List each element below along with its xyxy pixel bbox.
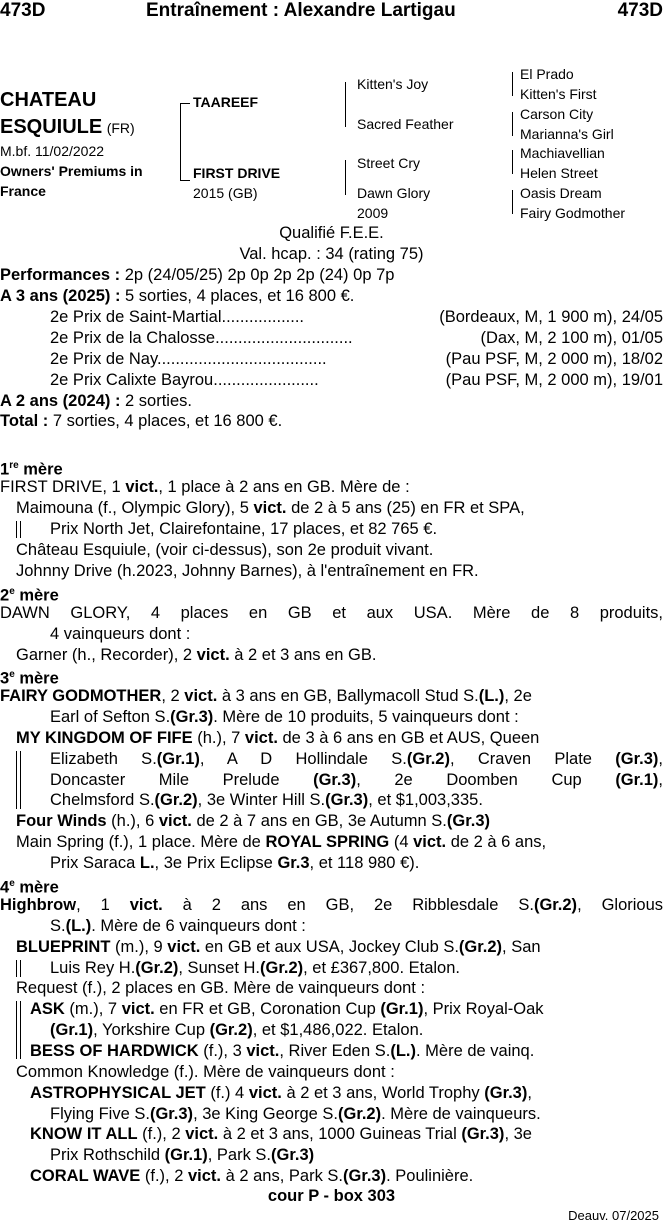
produce-line: Main Spring (f.), 1 place. Mère de ROYAL SPRING (4 vict. de 2 à 6 ans, bbox=[16, 833, 547, 851]
produce-line: Johnny Drive (h.2023, Johnny Barnes), à l'entraînement en FR. bbox=[16, 562, 479, 580]
produce-line: (Gr.1), Yorkshire Cup (Gr.2), et $1,486,022. Etalon. bbox=[50, 1021, 424, 1039]
produce-line: Château Esquiule, (voir ci-dessus), son 2e produit vivant. bbox=[16, 541, 434, 559]
dam-sire-dam: Helen Street bbox=[520, 165, 598, 181]
first-dam-line: FIRST DRIVE, 1 vict., 1 place à 2 ans en GB. Mère de : bbox=[0, 478, 410, 496]
produce-line: Flying Five S.(Gr.3), 3e King George S.(Gr.2). Mère de vainqueurs. bbox=[50, 1105, 541, 1123]
produce-line: Luis Rey H.(Gr.2), Sunset H.(Gr.2), et £367,800. Etalon. bbox=[50, 959, 460, 977]
produce-line: BESS OF HARDWICK (f.), 3 vict., River Eden S.(L.). Mère de vainq. bbox=[30, 1042, 535, 1060]
qualification: Qualifié F.E.E. bbox=[279, 224, 384, 242]
total-summary: Total : 7 sorties, 4 places, et 16 800 €. bbox=[0, 412, 283, 430]
box-location: cour P - box 303 bbox=[267, 1187, 396, 1205]
age3-summary: A 3 ans (2025) : 5 sorties, 4 places, et 16 800 €. bbox=[0, 287, 355, 305]
dam: FIRST DRIVE bbox=[193, 165, 281, 181]
produce-line: Common Knowledge (f.). Mère de vainqueurs dont : bbox=[16, 1063, 395, 1081]
handicap-value: Val. hcap. : 34 (rating 75) bbox=[239, 245, 424, 263]
pedigree-bracket bbox=[512, 72, 513, 96]
third-dam-line: FAIRY GODMOTHER, 2 vict. à 3 ans en GB, Ballymacoll Stud S.(L.), 2e bbox=[0, 687, 532, 705]
bracket-tick bbox=[180, 180, 190, 181]
produce-line: Request (f.), 2 places en GB. Mère de vainqueurs dont : bbox=[16, 979, 426, 997]
sire-sire-dam: Kitten's First bbox=[520, 86, 597, 102]
page-title: Entraînement : Alexandre Lartigau bbox=[146, 0, 456, 21]
produce-line: Prix North Jet, Clairefontaine, 17 places, et 82 765 €. bbox=[50, 520, 438, 538]
race-row: 2e Prix de la Chalosse.............................. (Dax, M, 2 100 m), 01/05 bbox=[50, 329, 663, 347]
produce-line: Maimouna (f., Olympic Glory), 5 vict. de 2 à 5 ans (25) en FR et SPA, bbox=[16, 499, 525, 517]
produce-line: MY KINGDOM OF FIFE (h.), 7 vict. de 3 à 6 ans en GB et AUS, Queen bbox=[16, 729, 540, 747]
produce-line: Chelmsford S.(Gr.2), 3e Winter Hill S.(Gr.3), et $1,003,335. bbox=[50, 791, 483, 809]
second-dam-line: DAWN GLORY, 4 places en GB et aux USA. Mère de 8 produits, bbox=[0, 604, 663, 622]
produce-line: BLUEPRINT (m.), 9 vict. en GB et aux USA, Jockey Club S.(Gr.2), San bbox=[16, 938, 541, 956]
race-row: 2e Prix Calixte Bayrou....................... (Pau PSF, M, 2 000 m), 19/01 bbox=[50, 371, 663, 389]
pedigree-bracket bbox=[512, 150, 513, 174]
produce-line: Four Winds (h.), 6 vict. de 2 à 7 ans en GB, 3e Autumn S.(Gr.3) bbox=[16, 812, 491, 830]
sire-dam-sire: Carson City bbox=[520, 106, 594, 122]
section-fourth-dam: 4e mère bbox=[0, 878, 59, 897]
produce-line: CORAL WAVE (f.), 2 vict. à 2 ans, Park S.(Gr.3). Poulinière. bbox=[30, 1167, 474, 1185]
dam-sire-sire: Machiavellian bbox=[520, 145, 605, 161]
fourth-dam-line: Highbrow, 1 vict. à 2 ans en GB, 2e Ribblesdale S.(Gr.2), Glorious bbox=[0, 896, 663, 914]
age2-summary: A 2 ans (2024) : 2 sorties. bbox=[0, 392, 192, 410]
section-second-dam: 2e mère bbox=[0, 586, 59, 605]
footer-code: Deauv. 07/2025 bbox=[568, 1208, 659, 1223]
second-dam-line: 4 vainqueurs dont : bbox=[50, 625, 191, 643]
produce-line: Doncaster Mile Prelude (Gr.3), 2e Doomben Cup (Gr.1), bbox=[50, 771, 663, 789]
pedigree-bracket bbox=[512, 112, 513, 136]
dam-dam-sire: Oasis Dream bbox=[520, 185, 602, 201]
produce-line: ASTROPHYSICAL JET (f.) 4 vict. à 2 et 3 ans, World Trophy (Gr.3), bbox=[30, 1084, 532, 1102]
sire: TAAREEF bbox=[193, 94, 259, 110]
horse-name-line1: CHATEAU bbox=[0, 89, 97, 111]
produce-line: ASK (m.), 7 vict. en FR et GB, Coronation Cup (Gr.1), Prix Royal-Oak bbox=[30, 1000, 544, 1018]
horse-birth: M.bf. 11/02/2022 bbox=[0, 143, 105, 159]
sire-sire: Kitten's Joy bbox=[357, 76, 429, 92]
produce-line: Prix Saraca L., 3e Prix Eclipse Gr.3, et 118 980 €). bbox=[50, 854, 420, 872]
dam-dam-year: 2009 bbox=[357, 205, 389, 221]
fourth-dam-line: S.(L.). Mère de 6 vainqueurs dont : bbox=[50, 917, 306, 935]
pedigree-bracket bbox=[180, 103, 181, 180]
sire-sire-sire: El Prado bbox=[520, 66, 574, 82]
section-third-dam: 3e mère bbox=[0, 669, 59, 688]
owner-line2: France bbox=[0, 183, 46, 199]
produce-line: Prix Rothschild (Gr.1), Park S.(Gr.3) bbox=[50, 1146, 315, 1164]
lot-number-left: 473D bbox=[0, 0, 46, 21]
bracket-tick bbox=[180, 103, 190, 104]
pedigree-bracket bbox=[512, 190, 513, 214]
performances: Performances : 2p (24/05/25) 2p 0p 2p 2p (24) 0p 7p bbox=[0, 266, 395, 284]
race-row: 2e Prix de Nay..................................... (Pau PSF, M, 2 000 m), 18/02 bbox=[50, 350, 663, 368]
dam-dam-dam: Fairy Godmother bbox=[520, 205, 626, 221]
lot-number-right: 473D bbox=[617, 0, 663, 21]
pedigree-bracket bbox=[345, 82, 346, 127]
race-row: 2e Prix de Saint-Martial.................. (Bordeaux, M, 1 900 m), 24/05 bbox=[50, 308, 663, 326]
dam-dam: Dawn Glory bbox=[357, 185, 431, 201]
horse-name-line2: ESQUIULE (FR) bbox=[0, 116, 135, 138]
dam-info: 2015 (GB) bbox=[193, 185, 258, 201]
section-first-dam: 1re mère bbox=[0, 460, 63, 479]
produce-line: Elizabeth S.(Gr.1), A D Hollindale S.(Gr.2), Craven Plate (Gr.3), bbox=[50, 750, 663, 768]
pedigree-bracket bbox=[345, 160, 346, 195]
produce-line: KNOW IT ALL (f.), 2 vict. à 2 et 3 ans, 1000 Guineas Trial (Gr.3), 3e bbox=[30, 1125, 532, 1143]
sire-dam-dam: Marianna's Girl bbox=[520, 126, 614, 142]
third-dam-line: Earl of Sefton S.(Gr.3). Mère de 10 produits, 5 vainqueurs dont : bbox=[50, 708, 519, 726]
sire-dam: Sacred Feather bbox=[357, 116, 454, 132]
dam-sire: Street Cry bbox=[357, 155, 421, 171]
produce-line: Garner (h., Recorder), 2 vict. à 2 et 3 ans en GB. bbox=[16, 646, 377, 664]
owner-line1: Owners' Premiums in bbox=[0, 163, 143, 179]
